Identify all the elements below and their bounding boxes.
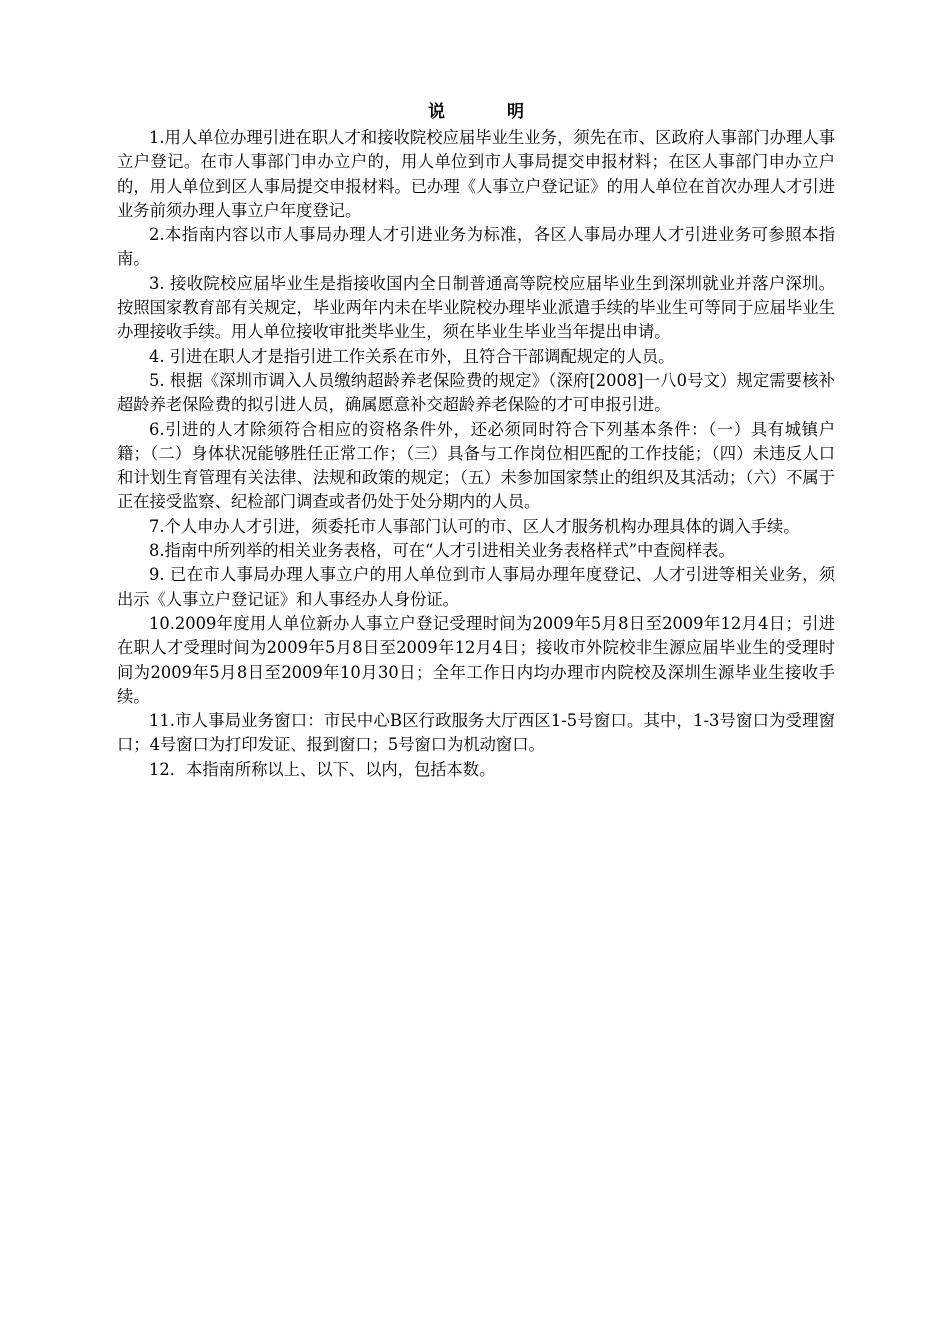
paragraph-7: 7.个人申办人才引进，须委托市人事部门认可的市、区人才服务机构办理具体的调入手续。 — [149, 516, 800, 536]
paragraph-6: 6.引进的人才除须符合相应的资格条件外，还必须同时符合下列基本条件：（一）具有城镇户籍；（二）身体状况能够胜任正常工作；（三）具备与工作岗位相匹配的工作技能；（四）未违反人口和计划生育管理有关法律、法规和政策的规定；（五）未参加国家禁止的组织及其活动；（六）不属于正在接受监察、纪检部门调查或者仍处于处分期内的人员。 — [117, 419, 835, 512]
paragraph-4: 4. 引进在职人才是指引进工作关系在市外，且符合干部调配规定的人员。 — [149, 346, 675, 366]
page-title: 说 明 — [428, 102, 552, 122]
document-body — [117, 98, 835, 782]
paragraph-5: 5. 根据《深圳市调入人员缴纳超龄养老保险费的规定》（深府[2008]一八0号文）规定需要核补超龄养老保险费的拟引进人员，确属愿意补交超龄养老保险的才可申报引进。 — [117, 370, 835, 415]
paragraph-12: 12．本指南所称以上、以下、以内，包括本数。 — [149, 759, 496, 779]
paragraph-8: 8.指南中所列举的相关业务表格，可在“人才引进相关业务表格样式”中查阅样表。 — [149, 541, 735, 561]
paragraph-11: 11.市人事局业务窗口：市民中心B区行政服务大厅西区1-5号窗口。其中，1-3号窗口为受理窗口；4号窗口为打印发证、报到窗口；5号窗口为机动窗口。 — [117, 711, 835, 755]
paragraph-9: 9. 已在市人事局办理人事立户的用人单位到市人事局办理年度登记、人才引进等相关业务，须出示《人事立户登记证》和人事经办人身份证。 — [117, 565, 835, 609]
paragraph-2: 2.本指南内容以市人事局办理人才引进业务为标准，各区人事局办理人才引进业务可参照本指南。 — [117, 225, 835, 269]
paragraph-10: 10.2009年度用人单位新办人事立户登记受理时间为2009年5月8日至2009年12月4日；引进在职人才受理时间为2009年5月8日至2009年12月4日；接收市外院校非生源应届毕业生的受理时间为2009年5月8日至2009年10月30日；全年工作日内均办理市内院校及深圳生源毕业生接收手续。 — [117, 613, 835, 706]
paragraph-1: 1.用人单位办理引进在职人才和接收院校应届毕业生业务，须先在市、区政府人事部门办理人事立户登记。在市人事部门申办立户的，用人单位到市人事局提交申报材料；在区人事部门申办立户的，用人单位到区人事局提交申报材料。已办理《人事立户登记证》的用人单位在首次办理人才引进业务前须办理人事立户年度登记。 — [117, 128, 835, 220]
paragraph-3: 3. 接收院校应届毕业生是指接收国内全日制普通高等院校应届毕业生到深圳就业并落户深圳。按照国家教育部有关规定，毕业两年内未在毕业院校办理毕业派遣手续的毕业生可等同于应届毕业生办理接收手续。用人单位接收审批类毕业生，须在毕业生毕业当年提出申请。 — [117, 273, 835, 342]
